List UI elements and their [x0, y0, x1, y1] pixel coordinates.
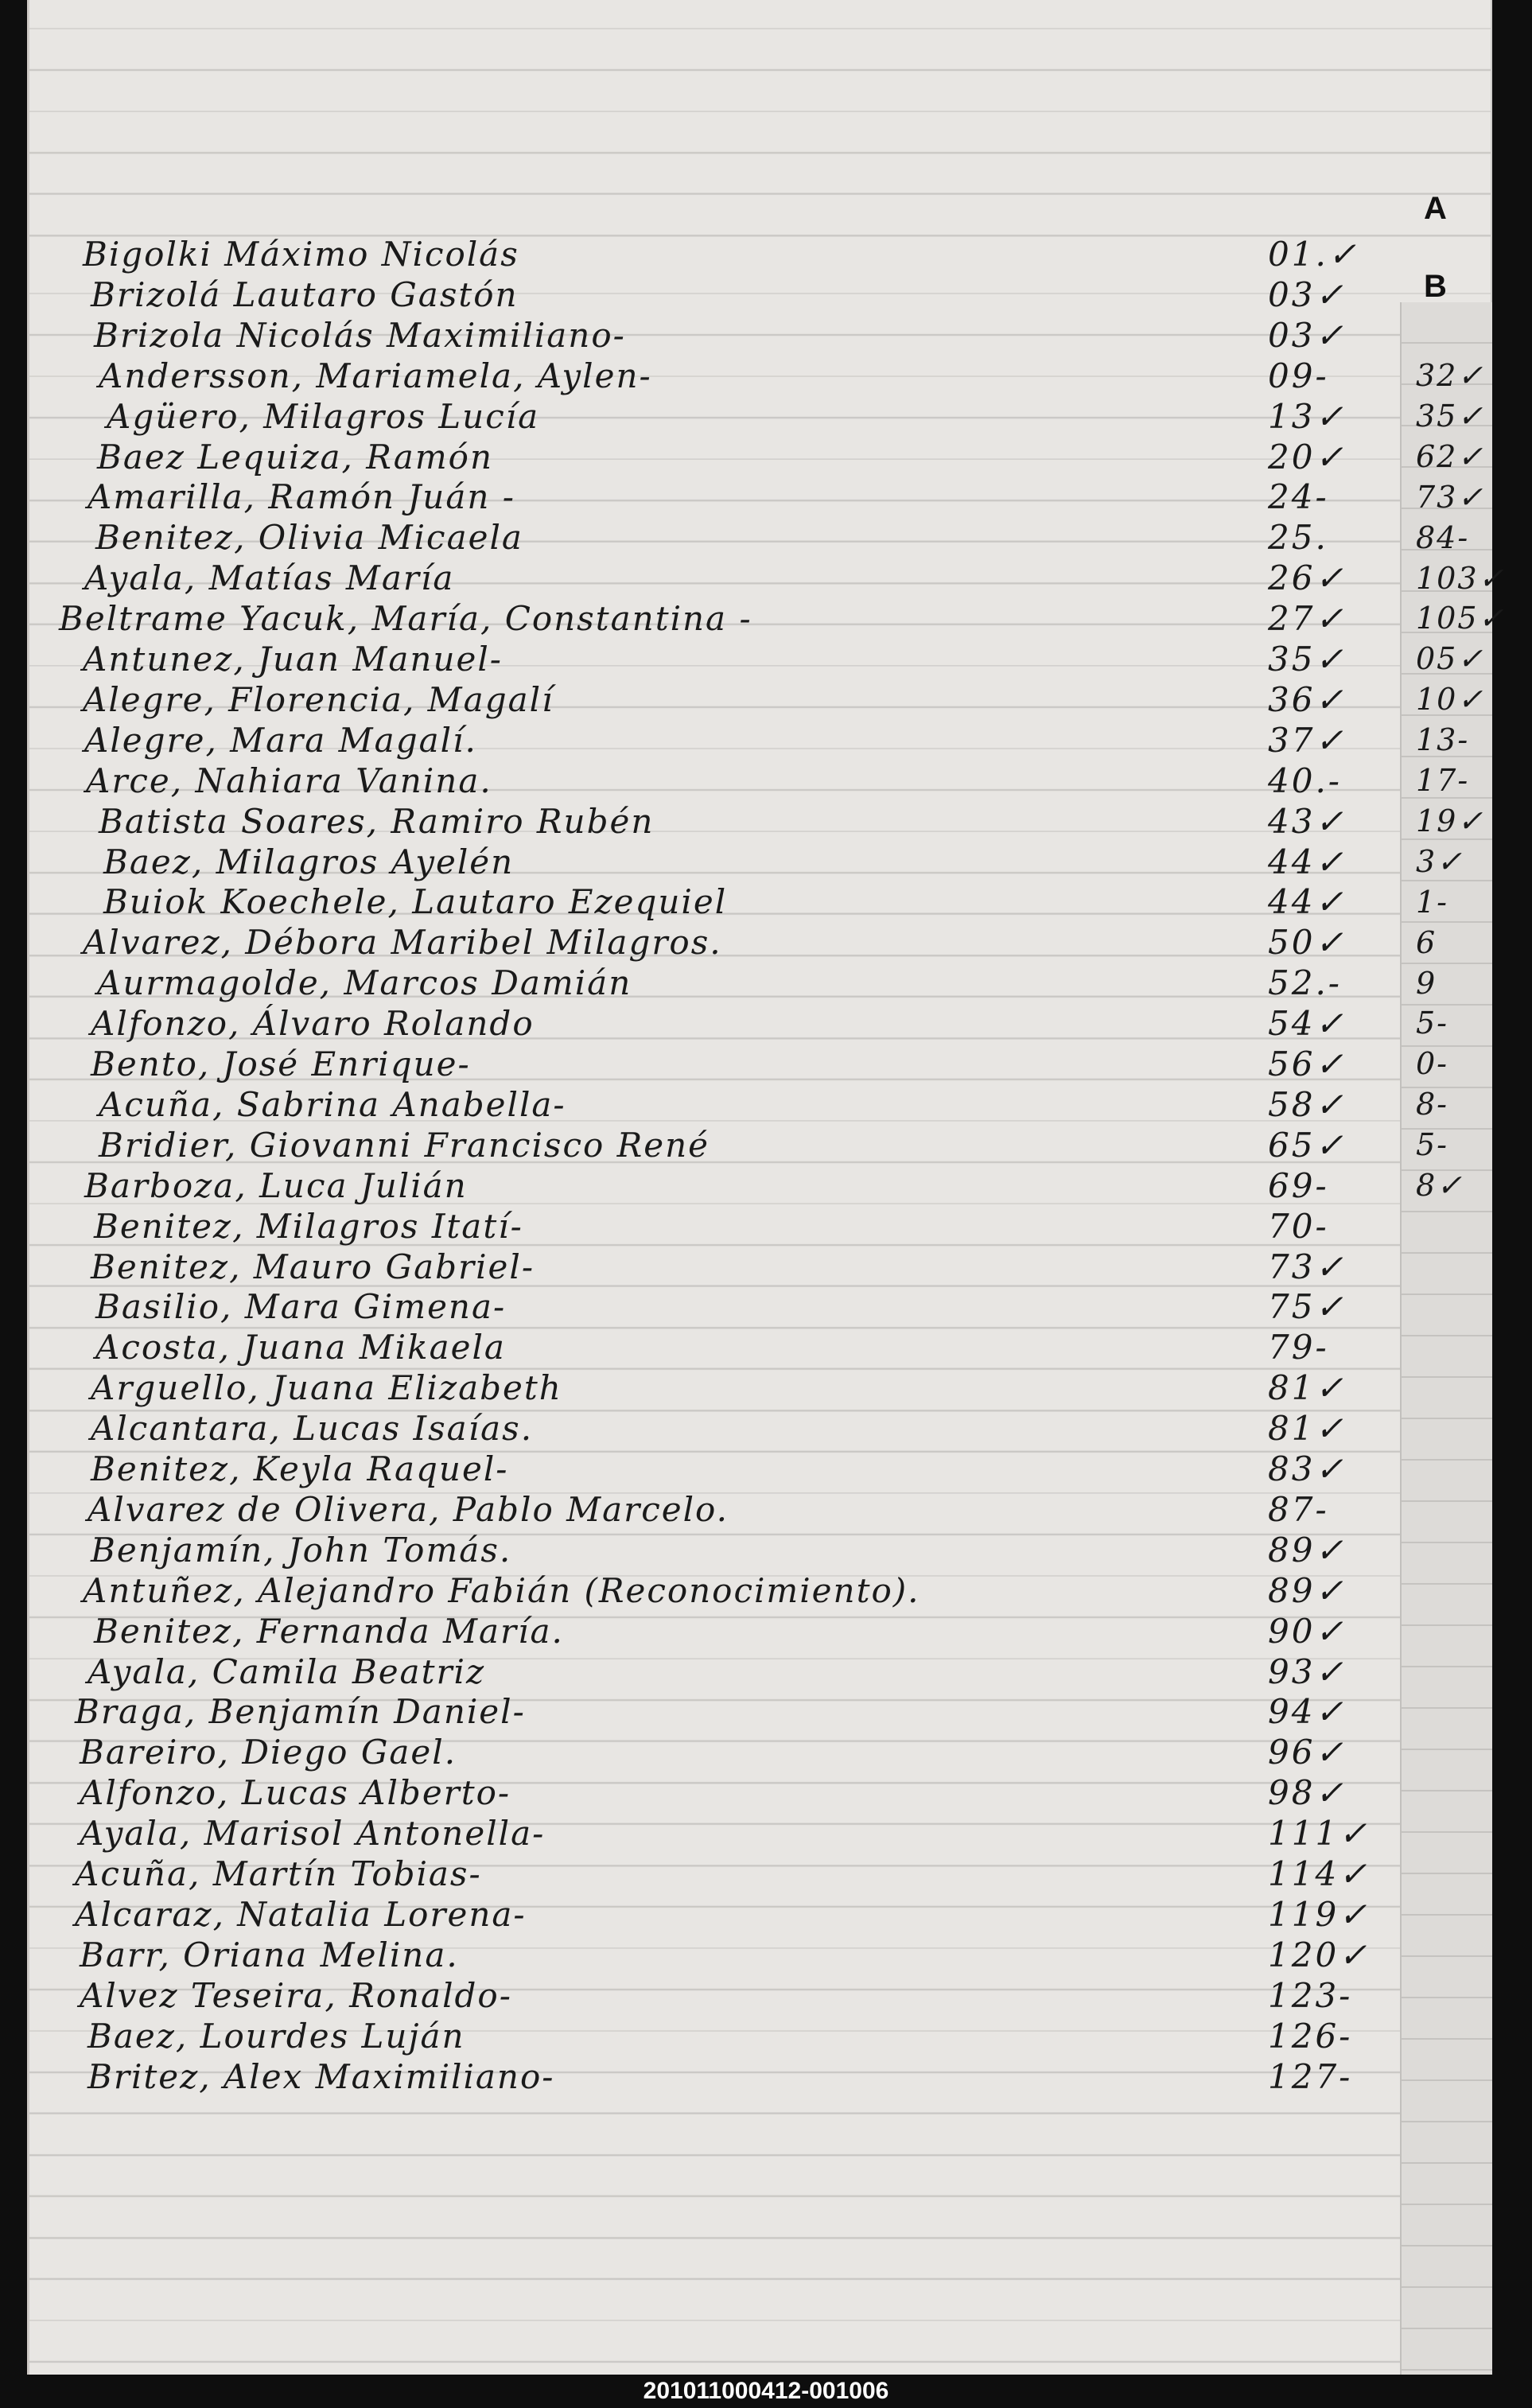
entry-number: 58✓: [1268, 1084, 1346, 1124]
entry-number: 13✓: [1268, 396, 1346, 436]
entry-number: 89✓: [1268, 1530, 1346, 1570]
side-number: 62✓: [1416, 438, 1485, 474]
list-item: [27, 1449, 1379, 1492]
list-item: [27, 1612, 1379, 1655]
side-number: 8-: [1416, 1087, 1449, 1122]
entry-name: Alegre, Mara Magalí.: [84, 720, 477, 760]
side-number: 0-: [1416, 1046, 1449, 1082]
side-number: 84-: [1416, 519, 1470, 555]
entry-name: Benitez, Mauro Gabriel-: [91, 1247, 535, 1286]
entry-name: Braga, Benjamín Daniel-: [75, 1692, 526, 1732]
entry-number: 25.: [1268, 518, 1328, 558]
side-number: 32✓: [1416, 358, 1485, 393]
entry-number: 37✓: [1268, 720, 1346, 760]
entry-name: Benjamín, John Tomás.: [91, 1530, 512, 1570]
entry-name: Brizola Nicolás Maximiliano-: [94, 315, 626, 355]
entry-number: 65✓: [1268, 1125, 1346, 1165]
entry-name: Acuña, Martín Tobias-: [75, 1854, 482, 1893]
footer-code: 201011000412-001006: [0, 2375, 1532, 2408]
entry-name: Batista Soares, Ramiro Rubén: [99, 801, 655, 841]
side-number: 8✓: [1416, 1168, 1464, 1203]
entry-number: 52.-: [1268, 963, 1342, 1003]
entry-number: 35✓: [1268, 640, 1346, 679]
entry-number: 90✓: [1268, 1611, 1346, 1651]
entry-number: 98✓: [1268, 1773, 1346, 1813]
list-item: [27, 1207, 1379, 1250]
list-item: [27, 1895, 1379, 1938]
entry-number: 44✓: [1268, 842, 1346, 881]
side-number: 10✓: [1416, 682, 1485, 718]
entry-name: Arguello, Juana Elizabeth: [91, 1368, 562, 1408]
list-item: [27, 1045, 1379, 1087]
list-item: [27, 1854, 1379, 1897]
list-item: [27, 1531, 1379, 1574]
entry-number: 27✓: [1268, 599, 1346, 639]
list-item: [27, 761, 1379, 804]
ledger-page: [27, 0, 1492, 2375]
entry-number: 79-: [1268, 1328, 1329, 1367]
list-item: [27, 477, 1379, 520]
entry-number: 94✓: [1268, 1692, 1346, 1732]
list-item: [27, 1166, 1379, 1209]
entry-name: Bigolki Máximo Nicolás: [83, 235, 519, 274]
list-item: [27, 1409, 1379, 1452]
side-number: 5-: [1416, 1006, 1449, 1041]
entry-number: 36✓: [1268, 679, 1346, 719]
list-item: [27, 1773, 1379, 1816]
list-item: [27, 1733, 1379, 1776]
entry-name: Baez, Lourdes Luján: [87, 2016, 465, 2056]
entry-number: 126-: [1268, 2016, 1353, 2056]
side-number: 105✓: [1416, 601, 1506, 636]
side-number: 6: [1416, 924, 1437, 960]
entry-number: 93✓: [1268, 1651, 1346, 1691]
list-item: [27, 599, 1379, 642]
entry-number: 70-: [1268, 1206, 1329, 1246]
entry-name: Baez Lequiza, Ramón: [97, 437, 494, 477]
entry-name: Andersson, Mariamela, Aylen-: [99, 356, 652, 395]
list-item: [27, 1571, 1379, 1614]
entry-name: Benitez, Fernanda María.: [94, 1611, 564, 1651]
list-item: [27, 1976, 1379, 2019]
entry-name: Alvarez, Débora Maribel Milagros.: [83, 923, 722, 963]
list-item: [27, 397, 1379, 440]
side-number: 13-: [1416, 722, 1470, 758]
entry-number: 01.✓: [1268, 235, 1359, 274]
entry-number: 40.-: [1268, 761, 1342, 800]
entry-name: Acosta, Juana Mikaela: [95, 1328, 506, 1367]
entry-name: Ayala, Marisol Antonella-: [80, 1814, 546, 1854]
side-number: 19✓: [1416, 803, 1485, 838]
entry-number: 43✓: [1268, 801, 1346, 841]
entry-name: Aurmagolde, Marcos Damián: [97, 963, 632, 1003]
entry-number: 114✓: [1268, 1854, 1370, 1893]
entry-name: Alcaraz, Natalia Lorena-: [75, 1894, 527, 1934]
entry-number: 81✓: [1268, 1409, 1346, 1449]
side-number: 17-: [1416, 763, 1470, 798]
entry-name: Benitez, Milagros Itatí-: [94, 1206, 523, 1246]
entry-name: Alfonzo, Lucas Alberto-: [80, 1773, 511, 1813]
entry-number: 54✓: [1268, 1004, 1346, 1044]
list-item: [27, 1126, 1379, 1169]
list-item: [27, 316, 1379, 359]
entry-number: 75✓: [1268, 1287, 1346, 1327]
list-item: [27, 235, 1379, 278]
list-item: [27, 1935, 1379, 1978]
list-item: [27, 1692, 1379, 1735]
side-number: 103✓: [1416, 560, 1506, 596]
side-number: 73✓: [1416, 479, 1485, 515]
list-item: [27, 882, 1379, 925]
list-item: [27, 1490, 1379, 1533]
side-number: 35✓: [1416, 398, 1485, 434]
entry-number: 111✓: [1268, 1814, 1370, 1854]
list-item: [27, 1247, 1379, 1290]
entry-name: Baez, Milagros Ayelén: [103, 842, 515, 881]
list-item: [27, 275, 1379, 318]
entry-number: 120✓: [1268, 1935, 1370, 1974]
entry-list: [27, 0, 1491, 2375]
list-item: [27, 518, 1379, 561]
entry-name: Basilio, Mara Gimena-: [95, 1287, 507, 1327]
entry-number: 03✓: [1268, 274, 1346, 314]
entry-name: Alegre, Florencia, Magalí: [83, 679, 554, 719]
side-number: 9: [1416, 965, 1437, 1001]
entry-name: Barboza, Luca Julián: [84, 1165, 468, 1205]
list-item: [27, 1287, 1379, 1330]
entry-name: Bridier, Giovanni Francisco René: [99, 1125, 710, 1165]
list-item: [27, 923, 1379, 966]
list-item: [27, 721, 1379, 764]
side-number: 1-: [1416, 884, 1449, 920]
list-item: [27, 438, 1379, 480]
entry-name: Ayala, Camila Beatriz: [87, 1651, 486, 1691]
entry-number: 87-: [1268, 1489, 1329, 1529]
list-item: [27, 680, 1379, 723]
entry-number: 09-: [1268, 356, 1329, 395]
entry-name: Alvarez de Olivera, Pablo Marcelo.: [87, 1489, 729, 1529]
entry-number: 56✓: [1268, 1045, 1346, 1083]
list-item: [27, 963, 1379, 1006]
side-number: 05✓: [1416, 641, 1485, 677]
index-tab-b[interactable]: B: [1424, 269, 1447, 304]
index-tab-a[interactable]: A: [1424, 191, 1447, 226]
entry-number: 127-: [1268, 2056, 1353, 2096]
entry-number: 20✓: [1268, 437, 1346, 477]
entry-name: Britez, Alex Maximiliano-: [87, 2056, 555, 2096]
entry-name: Brizolá Lautaro Gastón: [91, 274, 519, 314]
entry-name: Alcantara, Lucas Isaías.: [91, 1409, 534, 1449]
entry-name: Acuña, Sabrina Anabella-: [99, 1084, 566, 1124]
list-item: [27, 842, 1379, 885]
entry-name: Barr, Oriana Melina.: [80, 1935, 459, 1974]
entry-number: 81✓: [1268, 1368, 1346, 1408]
entry-number: 96✓: [1268, 1733, 1346, 1772]
entry-name: Antunez, Juan Manuel-: [83, 640, 503, 679]
list-item: [27, 1368, 1379, 1411]
entry-name: Buiok Koechele, Lautaro Ezequiel: [103, 882, 728, 922]
list-item: [27, 1652, 1379, 1695]
entry-number: 123-: [1268, 1975, 1353, 2015]
entry-number: 119✓: [1268, 1894, 1370, 1934]
entry-name: Alvez Teseira, Ronaldo-: [80, 1975, 512, 2015]
entry-name: Beltrame Yacuk, María, Constantina -: [59, 599, 752, 639]
entry-number: 89✓: [1268, 1570, 1346, 1610]
side-number: 3✓: [1416, 843, 1464, 879]
entry-name: Agüero, Milagros Lucía: [107, 396, 540, 436]
entry-name: Bareiro, Diego Gael.: [80, 1733, 457, 1772]
list-item: [27, 2017, 1379, 2060]
entry-number: 24-: [1268, 477, 1329, 517]
entry-name: Amarilla, Ramón Juán -: [87, 477, 515, 517]
list-item: [27, 1328, 1379, 1371]
entry-number: 26✓: [1268, 558, 1346, 598]
list-item: [27, 1814, 1379, 1857]
list-item: [27, 640, 1379, 683]
entry-number: 50✓: [1268, 923, 1346, 963]
entry-number: 83✓: [1268, 1449, 1346, 1488]
list-item: [27, 1085, 1379, 1128]
side-number: 5-: [1416, 1127, 1449, 1163]
entry-name: Alfonzo, Álvaro Rolando: [91, 1004, 535, 1044]
entry-number: 69-: [1268, 1165, 1329, 1205]
list-item: [27, 2057, 1379, 2100]
entry-name: Arce, Nahiara Vanina.: [86, 761, 492, 800]
entry-name: Ayala, Matías María: [84, 558, 455, 598]
entry-number: 73✓: [1268, 1247, 1346, 1286]
list-item: [27, 356, 1379, 399]
list-item: [27, 558, 1379, 601]
entry-name: Benitez, Olivia Micaela: [95, 518, 523, 558]
entry-name: Benitez, Keyla Raquel-: [91, 1449, 509, 1488]
list-item: [27, 802, 1379, 845]
list-item: [27, 1004, 1379, 1047]
entry-number: 03✓: [1268, 315, 1346, 355]
entry-number: 44✓: [1268, 882, 1346, 922]
entry-name: Antuñez, Alejandro Fabián (Reconocimiento).: [83, 1570, 920, 1610]
entry-name: Bento, José Enrique-: [91, 1045, 471, 1083]
